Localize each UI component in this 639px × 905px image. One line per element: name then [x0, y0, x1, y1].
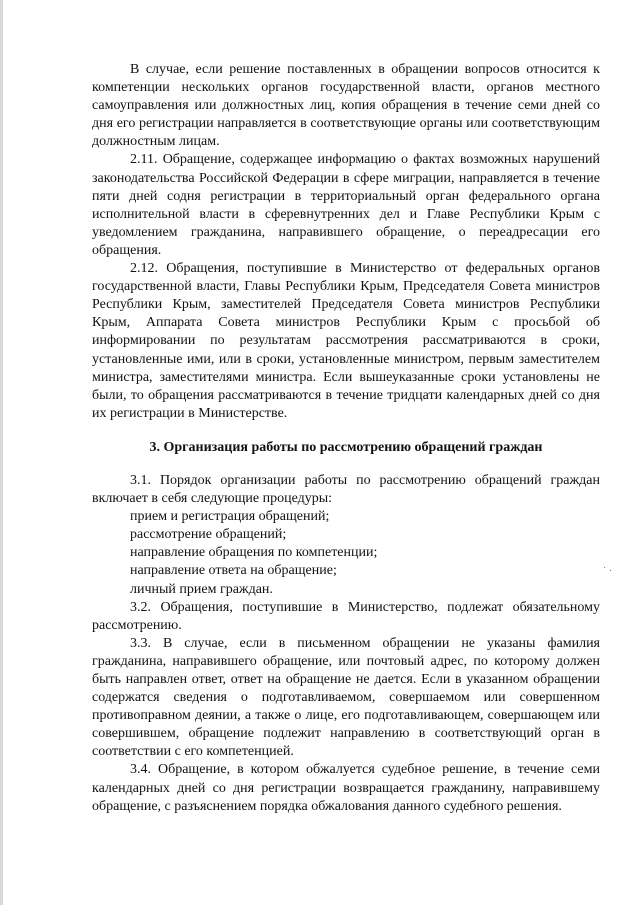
scan-specks: ˙ ·: [603, 566, 613, 577]
paragraph-2-12: 2.12. Обращения, поступившие в Министерство от федеральных органов государственной власти, Главы Республики Крым, Председателя Совета министров Республики Крым, заместителей Председателя Совета министров Республики Крым, Аппарата Совета министров Республики Крым с просьбой об информировании по результатам рассмотрения рассматриваются в сроки, установленные ими, или в сроки, установленные министром, первым заместителем министра, заместителями министра. Если вышеуказанные сроки установлены не были, то обращения рассматриваются в течение тридцати календарных дней со дня их регистрации в Министерстве.: [92, 261, 600, 421]
procedure-item: направление обращения по компетенции;: [130, 545, 378, 561]
paragraph-copy-routing: В случае, если решение поставленных в обращении вопросов относится к компетенции нескольких органов государственной власти, органов местного самоуправления или должностных лиц, копия обращения в течение семи дней со дня его регистрации направляется в соответствующие органы или соответствующим должностным лицам.: [92, 62, 600, 150]
procedure-item: прием и регистрация обращений;: [130, 509, 330, 525]
paragraph-3-1: 3.1. Порядок организации работы по рассмотрению обращений граждан включает в себя следующие процедуры:: [92, 472, 600, 507]
paragraph-3-3: 3.3. В случае, если в письменном обращении не указаны фамилия гражданина, направившего обращение, или почтовый адрес, по которому должен быть направлен ответ, ответ на обращение не дается. Если в указанном обращении содержатся сведения о подготавливаемом, совершаемом или совершенном противоправном деянии, а также о лице, его подготавливающем, совершающем или совершившем, обращение подлежит направлению в соответствующий орган в соответствии с его компетенцией.: [92, 635, 600, 760]
document-body: [92, 61, 600, 816]
procedure-item: личный прием граждан.: [130, 581, 273, 597]
paragraph-3-4: 3.4. Обращение, в котором обжалуется судебное решение, в течение семи календарных дней со дня регистрации возвращается гражданину, направившему обращение, с разъяснением порядка обжалования данного судебного решения.: [92, 762, 600, 814]
scan-edge: [0, 0, 3, 905]
paragraph-3-2: 3.2. Обращения, поступившие в Министерство, подлежат обязательному рассмотрению.: [92, 599, 600, 633]
paragraph-2-11: 2.11. Обращение, содержащее информацию о фактах возможных нарушений законодательства Российской Федерации в сфере миграции, направляется в течение пяти дней содня регистрации в территориальный орган федерального органа исполнительной власти в сферевнутренних дел и Главе Республики Крым с уведомлением гражданина, направившего обращение, о переадресации его обращения.: [92, 152, 600, 258]
section-heading: 3. Организация работы по рассмотрению обращений граждан: [149, 439, 543, 455]
procedure-item: рассмотрение обращений;: [130, 527, 287, 543]
procedure-item: направление ответа на обращение;: [130, 563, 337, 579]
